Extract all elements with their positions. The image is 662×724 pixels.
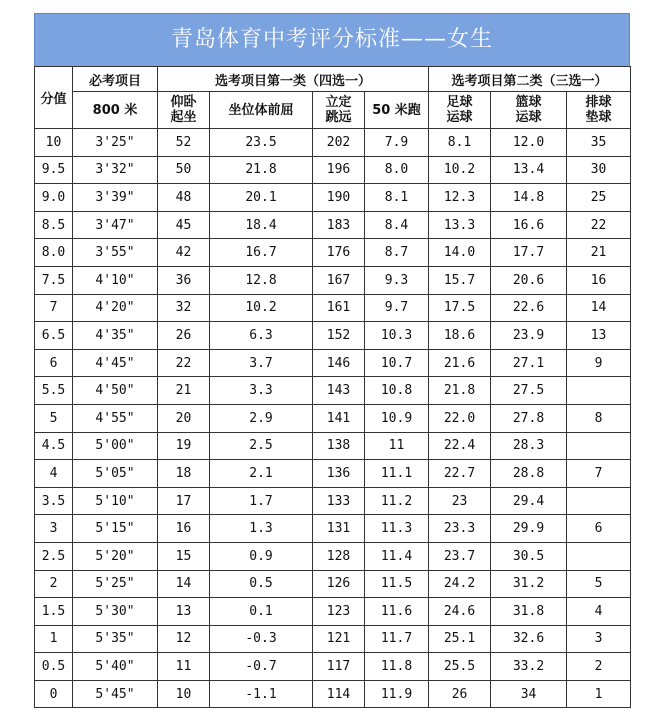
table-cell: 17.7 bbox=[491, 239, 567, 267]
table-cell: 4'45" bbox=[73, 349, 158, 377]
table-cell: 10.7 bbox=[365, 349, 429, 377]
table-row bbox=[35, 404, 631, 432]
score-table bbox=[34, 66, 631, 708]
table-cell: 1.7 bbox=[210, 487, 313, 515]
table-cell: 17.5 bbox=[429, 294, 491, 322]
table-cell: 6.3 bbox=[210, 322, 313, 350]
score-cell: 1.5 bbox=[35, 598, 73, 626]
table-cell: 21.6 bbox=[429, 349, 491, 377]
table-cell: 5'15" bbox=[73, 515, 158, 543]
table-cell: 161 bbox=[313, 294, 365, 322]
table-cell: 121 bbox=[313, 625, 365, 653]
table-cell: 136 bbox=[313, 460, 365, 488]
table-cell: 138 bbox=[313, 432, 365, 460]
table-cell: 16 bbox=[567, 266, 631, 294]
table-cell: 32.6 bbox=[491, 625, 567, 653]
table-cell: 36 bbox=[158, 266, 210, 294]
table-row bbox=[35, 239, 631, 267]
table-cell: 3'39" bbox=[73, 184, 158, 212]
table-cell bbox=[567, 377, 631, 405]
table-cell bbox=[567, 432, 631, 460]
table-cell: 3.7 bbox=[210, 349, 313, 377]
table-cell: 11.7 bbox=[365, 625, 429, 653]
table-cell: 14 bbox=[567, 294, 631, 322]
score-cell: 10 bbox=[35, 129, 73, 157]
score-cell: 6 bbox=[35, 349, 73, 377]
table-cell: 10.3 bbox=[365, 322, 429, 350]
table-cell: 13 bbox=[158, 598, 210, 626]
table-cell: 31.8 bbox=[491, 598, 567, 626]
score-cell: 6.5 bbox=[35, 322, 73, 350]
table-cell: 10.2 bbox=[210, 294, 313, 322]
table-cell: 4'20" bbox=[73, 294, 158, 322]
table-cell: 32 bbox=[158, 294, 210, 322]
score-cell: 5.5 bbox=[35, 377, 73, 405]
table-cell: 11 bbox=[158, 653, 210, 681]
table-cell: 16.6 bbox=[491, 211, 567, 239]
table-cell: 27.1 bbox=[491, 349, 567, 377]
header-row-groups bbox=[35, 67, 631, 92]
table-cell: 0.9 bbox=[210, 542, 313, 570]
header-row-columns bbox=[35, 92, 631, 129]
table-cell: 21.8 bbox=[429, 377, 491, 405]
table-cell: 196 bbox=[313, 156, 365, 184]
col-soccer: 足球 运球 bbox=[429, 92, 491, 129]
table-cell: 5'40" bbox=[73, 653, 158, 681]
table-row bbox=[35, 184, 631, 212]
table-cell: 11.9 bbox=[365, 680, 429, 708]
table-cell: 9 bbox=[567, 349, 631, 377]
table-cell: 16.7 bbox=[210, 239, 313, 267]
table-cell: 13.4 bbox=[491, 156, 567, 184]
table-cell: 26 bbox=[158, 322, 210, 350]
table-cell: 45 bbox=[158, 211, 210, 239]
table-cell: 5'05" bbox=[73, 460, 158, 488]
table-cell: 4'10" bbox=[73, 266, 158, 294]
table-cell: 8 bbox=[567, 404, 631, 432]
table-cell: 52 bbox=[158, 129, 210, 157]
table-cell: 27.5 bbox=[491, 377, 567, 405]
table-cell: 22 bbox=[567, 211, 631, 239]
table-cell: 30 bbox=[567, 156, 631, 184]
table-cell: 29.4 bbox=[491, 487, 567, 515]
table-cell: 11.4 bbox=[365, 542, 429, 570]
table-cell: 12 bbox=[158, 625, 210, 653]
col-situp: 仰卧 起坐 bbox=[158, 92, 210, 129]
table-cell: 11.1 bbox=[365, 460, 429, 488]
table-cell: 21.8 bbox=[210, 156, 313, 184]
table-cell: 11 bbox=[365, 432, 429, 460]
table-cell: 11.8 bbox=[365, 653, 429, 681]
score-cell: 1 bbox=[35, 625, 73, 653]
table-cell: 3'47" bbox=[73, 211, 158, 239]
table-cell: 10.2 bbox=[429, 156, 491, 184]
page-title: 青岛体育中考评分标准——女生 bbox=[34, 13, 630, 66]
table-cell: 11.5 bbox=[365, 570, 429, 598]
col-volleyball: 排球 垫球 bbox=[567, 92, 631, 129]
table-cell: 20 bbox=[158, 404, 210, 432]
score-cell: 9.0 bbox=[35, 184, 73, 212]
table-cell: 23.3 bbox=[429, 515, 491, 543]
table-cell: 21 bbox=[567, 239, 631, 267]
table-cell: 11.6 bbox=[365, 598, 429, 626]
table-cell: 5'30" bbox=[73, 598, 158, 626]
table-cell: 5'20" bbox=[73, 542, 158, 570]
score-cell: 3.5 bbox=[35, 487, 73, 515]
table-cell: 20.1 bbox=[210, 184, 313, 212]
table-cell: 3.3 bbox=[210, 377, 313, 405]
table-cell: 128 bbox=[313, 542, 365, 570]
table-cell: 9.3 bbox=[365, 266, 429, 294]
table-cell: -0.3 bbox=[210, 625, 313, 653]
table-cell: 0.1 bbox=[210, 598, 313, 626]
table-cell: 11.3 bbox=[365, 515, 429, 543]
table-cell: 31.2 bbox=[491, 570, 567, 598]
score-cell: 2 bbox=[35, 570, 73, 598]
table-cell bbox=[567, 542, 631, 570]
score-cell: 8.5 bbox=[35, 211, 73, 239]
table-cell: 23.7 bbox=[429, 542, 491, 570]
table-cell: 25 bbox=[567, 184, 631, 212]
table-cell: 183 bbox=[313, 211, 365, 239]
table-cell: -0.7 bbox=[210, 653, 313, 681]
table-cell: 14.8 bbox=[491, 184, 567, 212]
table-cell: 7.9 bbox=[365, 129, 429, 157]
table-cell: 13.3 bbox=[429, 211, 491, 239]
group2-header: 选考项目第二类（三选一） bbox=[429, 67, 631, 92]
score-cell: 7.5 bbox=[35, 266, 73, 294]
table-cell: 117 bbox=[313, 653, 365, 681]
table-cell: 23.5 bbox=[210, 129, 313, 157]
table-cell: 190 bbox=[313, 184, 365, 212]
table-cell: 133 bbox=[313, 487, 365, 515]
table-cell: 34 bbox=[491, 680, 567, 708]
table-cell: 26 bbox=[429, 680, 491, 708]
table-cell: 28.3 bbox=[491, 432, 567, 460]
score-header: 分值 bbox=[35, 67, 73, 129]
table-cell: 12.0 bbox=[491, 129, 567, 157]
table-row bbox=[35, 156, 631, 184]
table-cell: 5'35" bbox=[73, 625, 158, 653]
table-cell: 1.3 bbox=[210, 515, 313, 543]
table-cell: 29.9 bbox=[491, 515, 567, 543]
table-cell: 22 bbox=[158, 349, 210, 377]
table-row bbox=[35, 542, 631, 570]
table-cell: 25.5 bbox=[429, 653, 491, 681]
table-cell: 2.9 bbox=[210, 404, 313, 432]
score-cell: 3 bbox=[35, 515, 73, 543]
table-row bbox=[35, 487, 631, 515]
table-cell: 16 bbox=[158, 515, 210, 543]
table-cell bbox=[567, 487, 631, 515]
table-cell: 13 bbox=[567, 322, 631, 350]
table-cell: 202 bbox=[313, 129, 365, 157]
table-cell: 1 bbox=[567, 680, 631, 708]
table-cell: 24.6 bbox=[429, 598, 491, 626]
table-cell: 10 bbox=[158, 680, 210, 708]
table-cell: 22.6 bbox=[491, 294, 567, 322]
table-cell: -1.1 bbox=[210, 680, 313, 708]
table-cell: 42 bbox=[158, 239, 210, 267]
table-cell: 48 bbox=[158, 184, 210, 212]
table-row bbox=[35, 515, 631, 543]
table-row bbox=[35, 211, 631, 239]
table-cell: 19 bbox=[158, 432, 210, 460]
table-row bbox=[35, 349, 631, 377]
table-cell: 20.6 bbox=[491, 266, 567, 294]
table-cell: 2 bbox=[567, 653, 631, 681]
col-50m: 50 米跑 bbox=[365, 92, 429, 129]
table-cell: 123 bbox=[313, 598, 365, 626]
table-cell: 15.7 bbox=[429, 266, 491, 294]
col-800m: 800 米 bbox=[73, 92, 158, 129]
table-cell: 15 bbox=[158, 542, 210, 570]
score-cell: 4 bbox=[35, 460, 73, 488]
table-cell: 5'10" bbox=[73, 487, 158, 515]
table-cell: 8.1 bbox=[365, 184, 429, 212]
table-row bbox=[35, 294, 631, 322]
table-cell: 22.4 bbox=[429, 432, 491, 460]
table-row bbox=[35, 460, 631, 488]
table-cell: 14 bbox=[158, 570, 210, 598]
table-cell: 2.5 bbox=[210, 432, 313, 460]
table-cell: 131 bbox=[313, 515, 365, 543]
table-cell: 4'35" bbox=[73, 322, 158, 350]
table-cell: 12.3 bbox=[429, 184, 491, 212]
table-cell: 4 bbox=[567, 598, 631, 626]
table-cell: 143 bbox=[313, 377, 365, 405]
score-cell: 5 bbox=[35, 404, 73, 432]
table-row bbox=[35, 570, 631, 598]
table-cell: 33.2 bbox=[491, 653, 567, 681]
table-cell: 176 bbox=[313, 239, 365, 267]
score-cell: 7 bbox=[35, 294, 73, 322]
table-row bbox=[35, 653, 631, 681]
table-cell: 141 bbox=[313, 404, 365, 432]
table-cell: 6 bbox=[567, 515, 631, 543]
table-row bbox=[35, 432, 631, 460]
table-cell: 5 bbox=[567, 570, 631, 598]
table-cell: 146 bbox=[313, 349, 365, 377]
score-cell: 8.0 bbox=[35, 239, 73, 267]
col-basketball: 篮球 运球 bbox=[491, 92, 567, 129]
table-row bbox=[35, 129, 631, 157]
table-cell: 3'55" bbox=[73, 239, 158, 267]
table-cell: 11.2 bbox=[365, 487, 429, 515]
table-row bbox=[35, 625, 631, 653]
table-cell: 35 bbox=[567, 129, 631, 157]
table-cell: 4'50" bbox=[73, 377, 158, 405]
table-row bbox=[35, 322, 631, 350]
table-cell: 2.1 bbox=[210, 460, 313, 488]
table-cell: 14.0 bbox=[429, 239, 491, 267]
table-cell: 8.4 bbox=[365, 211, 429, 239]
table-cell: 3 bbox=[567, 625, 631, 653]
table-cell: 23.9 bbox=[491, 322, 567, 350]
table-cell: 21 bbox=[158, 377, 210, 405]
table-cell: 50 bbox=[158, 156, 210, 184]
table-cell: 152 bbox=[313, 322, 365, 350]
table-cell: 8.1 bbox=[429, 129, 491, 157]
table-row bbox=[35, 598, 631, 626]
table-cell: 8.0 bbox=[365, 156, 429, 184]
table-cell: 28.8 bbox=[491, 460, 567, 488]
table-cell: 17 bbox=[158, 487, 210, 515]
table-row bbox=[35, 680, 631, 708]
table-cell: 0.5 bbox=[210, 570, 313, 598]
table-cell: 167 bbox=[313, 266, 365, 294]
table-cell: 18.4 bbox=[210, 211, 313, 239]
table-row bbox=[35, 377, 631, 405]
table-cell: 25.1 bbox=[429, 625, 491, 653]
table-cell: 12.8 bbox=[210, 266, 313, 294]
group1-header: 选考项目第一类（四选一） bbox=[158, 67, 429, 92]
score-sheet bbox=[34, 13, 630, 708]
table-cell: 3'32" bbox=[73, 156, 158, 184]
table-cell: 18.6 bbox=[429, 322, 491, 350]
table-cell: 22.7 bbox=[429, 460, 491, 488]
table-cell: 22.0 bbox=[429, 404, 491, 432]
table-cell: 5'00" bbox=[73, 432, 158, 460]
table-row bbox=[35, 266, 631, 294]
table-cell: 3'25" bbox=[73, 129, 158, 157]
col-sit-reach: 坐位体前屈 bbox=[210, 92, 313, 129]
table-cell: 9.7 bbox=[365, 294, 429, 322]
table-cell: 24.2 bbox=[429, 570, 491, 598]
score-cell: 0.5 bbox=[35, 653, 73, 681]
score-cell: 9.5 bbox=[35, 156, 73, 184]
table-cell: 10.9 bbox=[365, 404, 429, 432]
score-cell: 2.5 bbox=[35, 542, 73, 570]
table-cell: 27.8 bbox=[491, 404, 567, 432]
table-cell: 5'25" bbox=[73, 570, 158, 598]
table-cell: 7 bbox=[567, 460, 631, 488]
score-cell: 0 bbox=[35, 680, 73, 708]
table-cell: 30.5 bbox=[491, 542, 567, 570]
required-header: 必考项目 bbox=[73, 67, 158, 92]
table-cell: 126 bbox=[313, 570, 365, 598]
table-cell: 8.7 bbox=[365, 239, 429, 267]
table-cell: 4'55" bbox=[73, 404, 158, 432]
table-cell: 23 bbox=[429, 487, 491, 515]
col-long-jump: 立定 跳远 bbox=[313, 92, 365, 129]
table-cell: 18 bbox=[158, 460, 210, 488]
score-cell: 4.5 bbox=[35, 432, 73, 460]
table-cell: 114 bbox=[313, 680, 365, 708]
table-cell: 10.8 bbox=[365, 377, 429, 405]
table-cell: 5'45" bbox=[73, 680, 158, 708]
